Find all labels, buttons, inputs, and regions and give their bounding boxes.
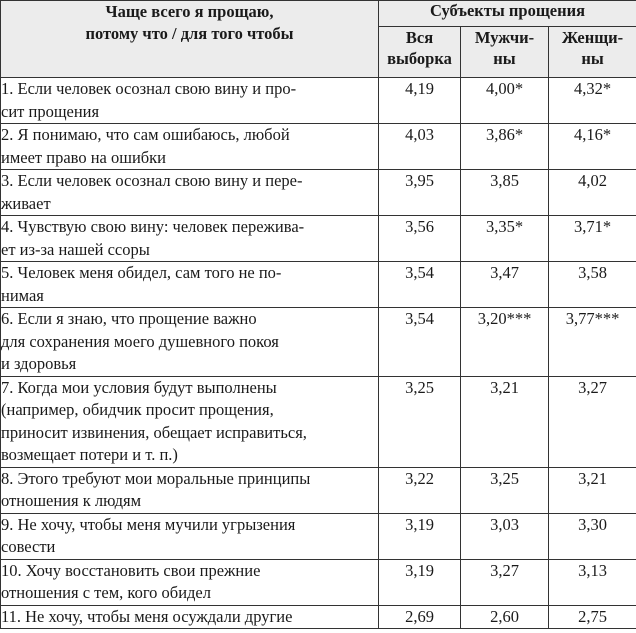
reason-line: нимая [1,285,44,305]
value-women-cell: 3,30 [549,513,636,559]
value-men-cell: 3,85 [461,170,549,216]
reason-cell [1,308,379,377]
reason-line: 6. Если я знаю, что прощение важно [1,309,257,328]
header-row-top [1,1,636,27]
value-men-cell: 3,27 [461,559,549,605]
reason-line: 4. Чувствую свою вину: человек пережива- [1,217,305,236]
reason-line: 11. Не хочу, чтобы меня осуждали другие [1,606,293,626]
reason-line: отношения к людям [1,491,142,510]
header-reason [1,1,379,78]
value-men-cell: 3,20*** [461,308,549,377]
header-group: Субъекты прощения [379,1,636,27]
header-women-line: Женщи- [561,28,624,47]
reason-cell [1,376,379,467]
value-all-cell: 3,19 [379,513,461,559]
value-women-cell: 3,13 [549,559,636,605]
value-women-cell: 3,27 [549,376,636,467]
value-women-cell: 3,21 [549,467,636,513]
table-row [1,308,636,377]
reason-cell [1,78,379,124]
header-women [549,27,636,78]
header-reason-line: Чаще всего я прощаю, [105,2,274,21]
table-row [1,559,636,605]
value-women-cell: 3,77*** [549,308,636,377]
reason-line: 7. Когда мои условия будут выполнены [1,377,277,397]
header-men [461,27,549,78]
reason-cell [1,262,379,308]
reason-line: приносит извинения, обещает исправиться, [1,422,307,442]
table-row [1,262,636,308]
value-men-cell: 3,25 [461,467,549,513]
value-all-cell: 3,25 [379,376,461,467]
table-row [1,170,636,216]
value-all-cell: 3,54 [379,308,461,377]
value-men-cell: 3,35* [461,216,549,262]
table-row [1,605,636,629]
value-women-cell: 3,58 [549,262,636,308]
value-women-cell: 3,71* [549,216,636,262]
reason-line: имеет право на ошибки [1,147,167,167]
value-men-cell: 3,21 [461,376,549,467]
value-all-cell: 4,19 [379,78,461,124]
value-women-cell: 4,02 [549,170,636,216]
table-row [1,78,636,124]
reason-cell [1,216,379,262]
reason-line: возмещает потери и т. п.) [1,445,178,464]
header-men-line: Мужчи- [474,28,535,47]
value-men-cell: 3,47 [461,262,549,308]
reason-cell [1,467,379,513]
value-women-cell: 2,75 [549,605,636,629]
value-all-cell: 3,19 [379,559,461,605]
reason-line: 5. Человек меня обидел, сам того не по- [1,263,282,282]
value-all-cell: 2,69 [379,605,461,629]
reason-line: 2. Я понимаю, что сам ошибаюсь, любой [1,125,290,144]
table-row [1,216,636,262]
reason-line: 9. Не хочу, чтобы меня мучили угрызения [1,514,296,534]
reason-cell [1,124,379,170]
value-women-cell: 4,16* [549,124,636,170]
value-women-cell: 4,32* [549,78,636,124]
reason-line: и здоровья [1,354,77,373]
reason-line: 10. Хочу восстановить свои прежние [1,560,261,580]
header-all-line: Вся [405,28,434,47]
reason-line: совести [1,537,56,556]
value-all-cell: 3,54 [379,262,461,308]
reason-line: для сохранения моего душевного покоя [1,331,279,351]
header-reason-line: потому что / для того чтобы [85,24,294,43]
table-row [1,124,636,170]
value-all-cell: 3,95 [379,170,461,216]
reason-cell [1,605,379,629]
reason-line: 3. Если человек осознал свою вину и пере- [1,171,303,190]
table-row [1,467,636,513]
value-men-cell: 4,00* [461,78,549,124]
reason-cell [1,170,379,216]
header-all-sample [379,27,461,78]
reason-line: отношения с тем, кого обидел [1,583,211,602]
value-men-cell: 2,60 [461,605,549,629]
reason-cell [1,513,379,559]
value-all-cell: 3,22 [379,467,461,513]
reason-line: ет из-за нашей ссоры [1,239,150,259]
reason-line: (например, обидчик просит прощения, [1,400,274,419]
reason-line: живает [1,193,51,213]
header-women-line: ны [581,49,604,68]
reason-line: 1. Если человек осознал свою вину и про- [1,79,297,98]
table-row [1,376,636,467]
reason-line: 8. Этого требуют мои моральные принципы [1,468,311,488]
value-men-cell: 3,86* [461,124,549,170]
header-all-line: выборка [387,49,452,68]
value-all-cell: 4,03 [379,124,461,170]
reason-cell [1,559,379,605]
table-row [1,513,636,559]
reason-line: сит прощения [1,101,100,121]
value-men-cell: 3,03 [461,513,549,559]
value-all-cell: 3,56 [379,216,461,262]
header-men-line: ны [493,49,516,68]
